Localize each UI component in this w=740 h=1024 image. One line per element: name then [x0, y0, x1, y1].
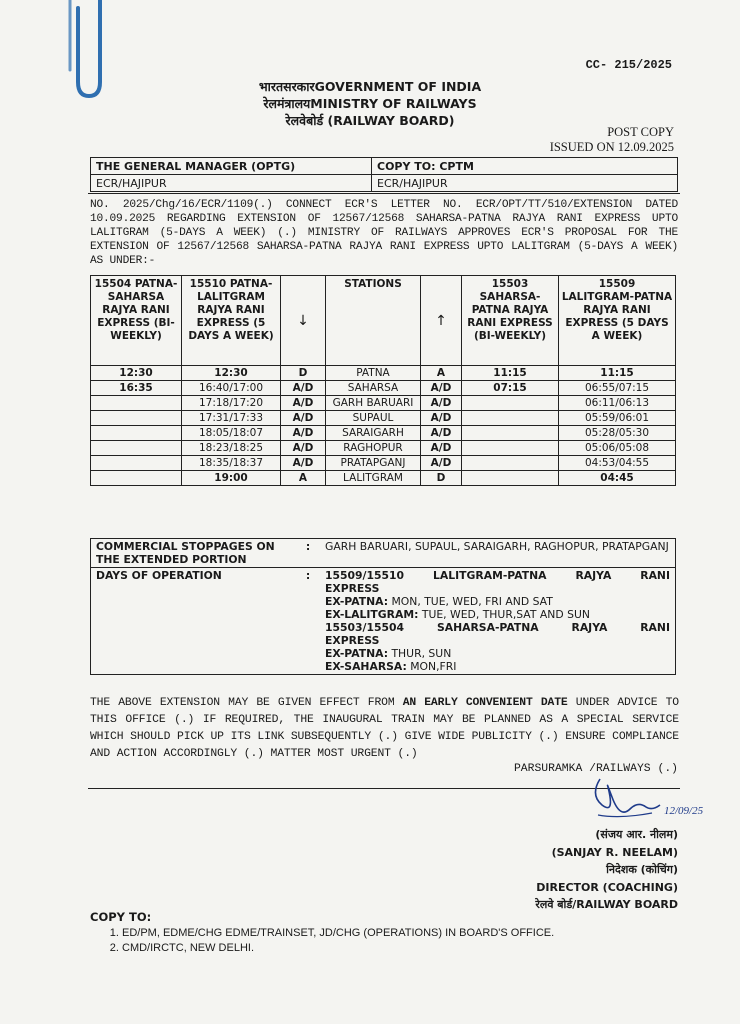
cell-dn: A/D	[281, 456, 326, 471]
cell-t15510: 18:23/18:25	[182, 441, 281, 456]
schedule-row	[91, 426, 676, 441]
letterhead-line-2: रेलमंत्रालयMINISTRY OF RAILWAYS	[263, 96, 477, 111]
cell-t15503	[462, 396, 559, 411]
ex-patna-line: EX-PATNA: MON, TUE, WED, FRI AND SAT	[325, 595, 553, 608]
days-of-operation-label: DAYS OF OPERATION	[91, 568, 297, 675]
letterhead-line-3: रेलवेबोर्ड (RAILWAY BOARD)	[285, 113, 455, 128]
cell-dn: A/D	[281, 426, 326, 441]
cell-up: A	[421, 366, 462, 381]
signatory-hindi-name: (संजय आर. नीलम)	[595, 828, 678, 841]
signatory-name: (SANJAY R. NEELAM)	[551, 845, 678, 859]
cell-t15509: 05:28/05:30	[559, 426, 676, 441]
addressee-title: THE GENERAL MANAGER (OPTG)	[91, 158, 372, 175]
cell-up: A/D	[421, 456, 462, 471]
cell-up: A/D	[421, 411, 462, 426]
cell-t15509: 04:45	[559, 471, 676, 486]
header-stations: STATIONS	[326, 276, 421, 366]
signature-block	[535, 826, 678, 914]
cell-dn: D	[281, 366, 326, 381]
header-15504: 15504 PATNA-SAHARSA RAJYA RANI EXPRESS (BI-WEEKLY)	[91, 276, 182, 366]
cell-station: LALITGRAM	[326, 471, 421, 486]
down-arrow-icon: ↓	[281, 276, 326, 366]
sign-off: PARSURAMKA /RAILWAYS (.)	[513, 763, 678, 775]
colon: :	[296, 539, 320, 568]
cell-dn: A/D	[281, 411, 326, 426]
divider	[88, 193, 680, 194]
schedule-row	[91, 366, 676, 381]
issue-date: ISSUED ON 12.09.2025	[549, 140, 674, 154]
commercial-stoppages-label: COMMERCIAL STOPPAGES ON THE EXTENDED PORTION	[91, 539, 297, 568]
header-15510: 15510 PATNA-LALITGRAM RAJYA RANI EXPRESS (5 DAYS A WEEK)	[182, 276, 281, 366]
cell-station: GARH BARUARI	[326, 396, 421, 411]
cell-t15509: 06:11/06:13	[559, 396, 676, 411]
cell-t15504	[91, 426, 182, 441]
cell-t15510: 17:18/17:20	[182, 396, 281, 411]
post-copy-label: POST COPY	[607, 125, 674, 139]
cell-t15510: 18:35/18:37	[182, 456, 281, 471]
cell-t15504	[91, 441, 182, 456]
cell-t15504	[91, 396, 182, 411]
address-table	[90, 157, 678, 192]
signatory-hindi-title: निदेशक (कोचिंग)	[606, 863, 678, 876]
commercial-stoppages-value: GARH BARUARI, SUPAUL, SARAIGARH, RAGHOPUR, PRATAPGANJ	[320, 539, 676, 568]
reference-number: CC- 215/2025	[585, 58, 672, 72]
signature-date: 12/09/25	[664, 805, 704, 817]
cell-t15503	[462, 456, 559, 471]
cell-station: RAGHOPUR	[326, 441, 421, 456]
cell-t15510: 16:40/17:00	[182, 381, 281, 396]
cell-station: SARAIGARH	[326, 426, 421, 441]
cell-t15509: 11:15	[559, 366, 676, 381]
ex-saharsa-line: EX-SAHARSA: MON,FRI	[325, 660, 457, 673]
copy-to-section	[90, 910, 554, 956]
operations-table	[90, 538, 676, 675]
cell-t15504	[91, 411, 182, 426]
colon: :	[296, 568, 320, 675]
schedule-row	[91, 441, 676, 456]
cell-station: PRATAPGANJ	[326, 456, 421, 471]
copy-to-place: ECR/HAJIPUR	[372, 175, 678, 192]
cell-t15503: 07:15	[462, 381, 559, 396]
cell-up: A/D	[421, 381, 462, 396]
schedule-row	[91, 396, 676, 411]
cell-t15509: 04:53/04:55	[559, 456, 676, 471]
cell-t15504	[91, 456, 182, 471]
schedule-row	[91, 471, 676, 486]
header-15503: 15503 SAHARSA-PATNA RAJYA RANI EXPRESS (BI-WEEKLY)	[462, 276, 559, 366]
signatory-office: रेलवे बोर्ड/RAILWAY BOARD	[535, 898, 678, 911]
copy-to-heading: COPY TO:	[90, 910, 152, 924]
letterhead-line-1: भारतसरकारGOVERNMENT OF INDIA	[258, 79, 482, 94]
cell-t15510: 12:30	[182, 366, 281, 381]
copy-to-item: 1. ED/PM, EDME/CHG EDME/TRAINSET, JD/CHG (OPERATIONS) IN BOARD'S OFFICE.	[122, 926, 554, 941]
post-copy-block	[550, 125, 674, 155]
letterhead	[0, 78, 740, 129]
train-15509-15510: 15509/15510 LALITGRAM-PATNA RAJYA RANI	[325, 569, 670, 582]
days-of-operation-value: 15509/15510 LALITGRAM-PATNA RAJYA RANI EXPRESS EX-PATNA: MON, TUE, WED, FRI AND SAT EX-LALITGRAM: TUE, WED, THUR,SAT AND SUN 15503/15504 SAHARSA-PATNA RAJYA RANI EXPRESS EX-PATNA: THUR, SUN EX-SAHARSA: MON,FRI	[320, 568, 676, 675]
cell-station: PATNA	[326, 366, 421, 381]
cell-dn: A/D	[281, 396, 326, 411]
emphasis-date: AN EARLY CONVENIENT DATE	[402, 697, 568, 709]
closing-paragraph: THE ABOVE EXTENSION MAY BE GIVEN EFFECT FROM AN EARLY CONVENIENT DATE UNDER ADVICE TO THIS OFFICE (.) IF REQUIRED, THE INAUGURAL TRAIN MAY BE PLANNED AS A SPECIAL SERVICE WHICH SHOULD PICK UP ITS LINK SUBSEQUENTLY (.) GIVE WIDE PUBLICITY (.) ENSURE COMPLIANCE AND ACTION ACCORDINGLY (.) MATTER MOST URGENT (.)	[90, 697, 679, 760]
cell-station: SAHARSA	[326, 381, 421, 396]
cell-up: A/D	[421, 396, 462, 411]
cell-t15510: 19:00	[182, 471, 281, 486]
addressee-place: ECR/HAJIPUR	[91, 175, 372, 192]
cell-up: A/D	[421, 441, 462, 456]
ex-lalitgram-line: EX-LALITGRAM: TUE, WED, THUR,SAT AND SUN	[325, 608, 590, 621]
cell-dn: A/D	[281, 381, 326, 396]
cell-t15504: 12:30	[91, 366, 182, 381]
cell-up: D	[421, 471, 462, 486]
train-15503-15504: 15503/15504 SAHARSA-PATNA RAJYA RANI	[325, 621, 670, 634]
schedule-row	[91, 381, 676, 396]
copy-to-item: 2. CMD/IRCTC, NEW DELHI.	[122, 941, 554, 956]
cell-t15509: 06:55/07:15	[559, 381, 676, 396]
schedule-table	[90, 275, 676, 486]
signatory-title: DIRECTOR (COACHING)	[536, 880, 678, 894]
cell-t15509: 05:59/06:01	[559, 411, 676, 426]
cell-up: A/D	[421, 426, 462, 441]
cell-t15509: 05:06/05:08	[559, 441, 676, 456]
cell-dn: A/D	[281, 441, 326, 456]
cell-station: SUPAUL	[326, 411, 421, 426]
schedule-row	[91, 411, 676, 426]
cell-t15503	[462, 471, 559, 486]
ex-patna-line-2: EX-PATNA: THUR, SUN	[325, 647, 452, 660]
cell-t15504	[91, 471, 182, 486]
cell-t15510: 18:05/18:07	[182, 426, 281, 441]
copy-to-title: COPY TO: CPTM	[372, 158, 678, 175]
schedule-row	[91, 456, 676, 471]
copy-to-list	[90, 926, 554, 956]
cell-t15510: 17:31/17:33	[182, 411, 281, 426]
letter-body: NO. 2025/Chg/16/ECR/1109(.) CONNECT ECR'S LETTER NO. ECR/OPT/TT/510/EXTENSION DATED 10.09.2025 REGARDING EXTENSION OF 12567/12568 SAHARSA-PATNA RAJYA RANI EXPRESS UPTO LALITGRAM (5-DAYS A WEEK) (.) MINISTRY OF RAILWAYS APPROVES ECR'S PROPOSAL FOR THE EXTENSION OF 12567/12568 SAHARSA-PATNA RAJYA RANI EXPRESS UPTO LALITGRAM (5-DAYS A WEEK) AS UNDER:-	[90, 199, 678, 267]
cell-t15503	[462, 441, 559, 456]
schedule-body	[91, 366, 676, 486]
cell-t15503	[462, 426, 559, 441]
cell-dn: A	[281, 471, 326, 486]
header-15509: 15509 LALITGRAM-PATNA RAJYA RANI EXPRESS (5 DAYS A WEEK)	[559, 276, 676, 366]
up-arrow-icon: ↑	[421, 276, 462, 366]
cell-t15504: 16:35	[91, 381, 182, 396]
cell-t15503: 11:15	[462, 366, 559, 381]
cell-t15503	[462, 411, 559, 426]
